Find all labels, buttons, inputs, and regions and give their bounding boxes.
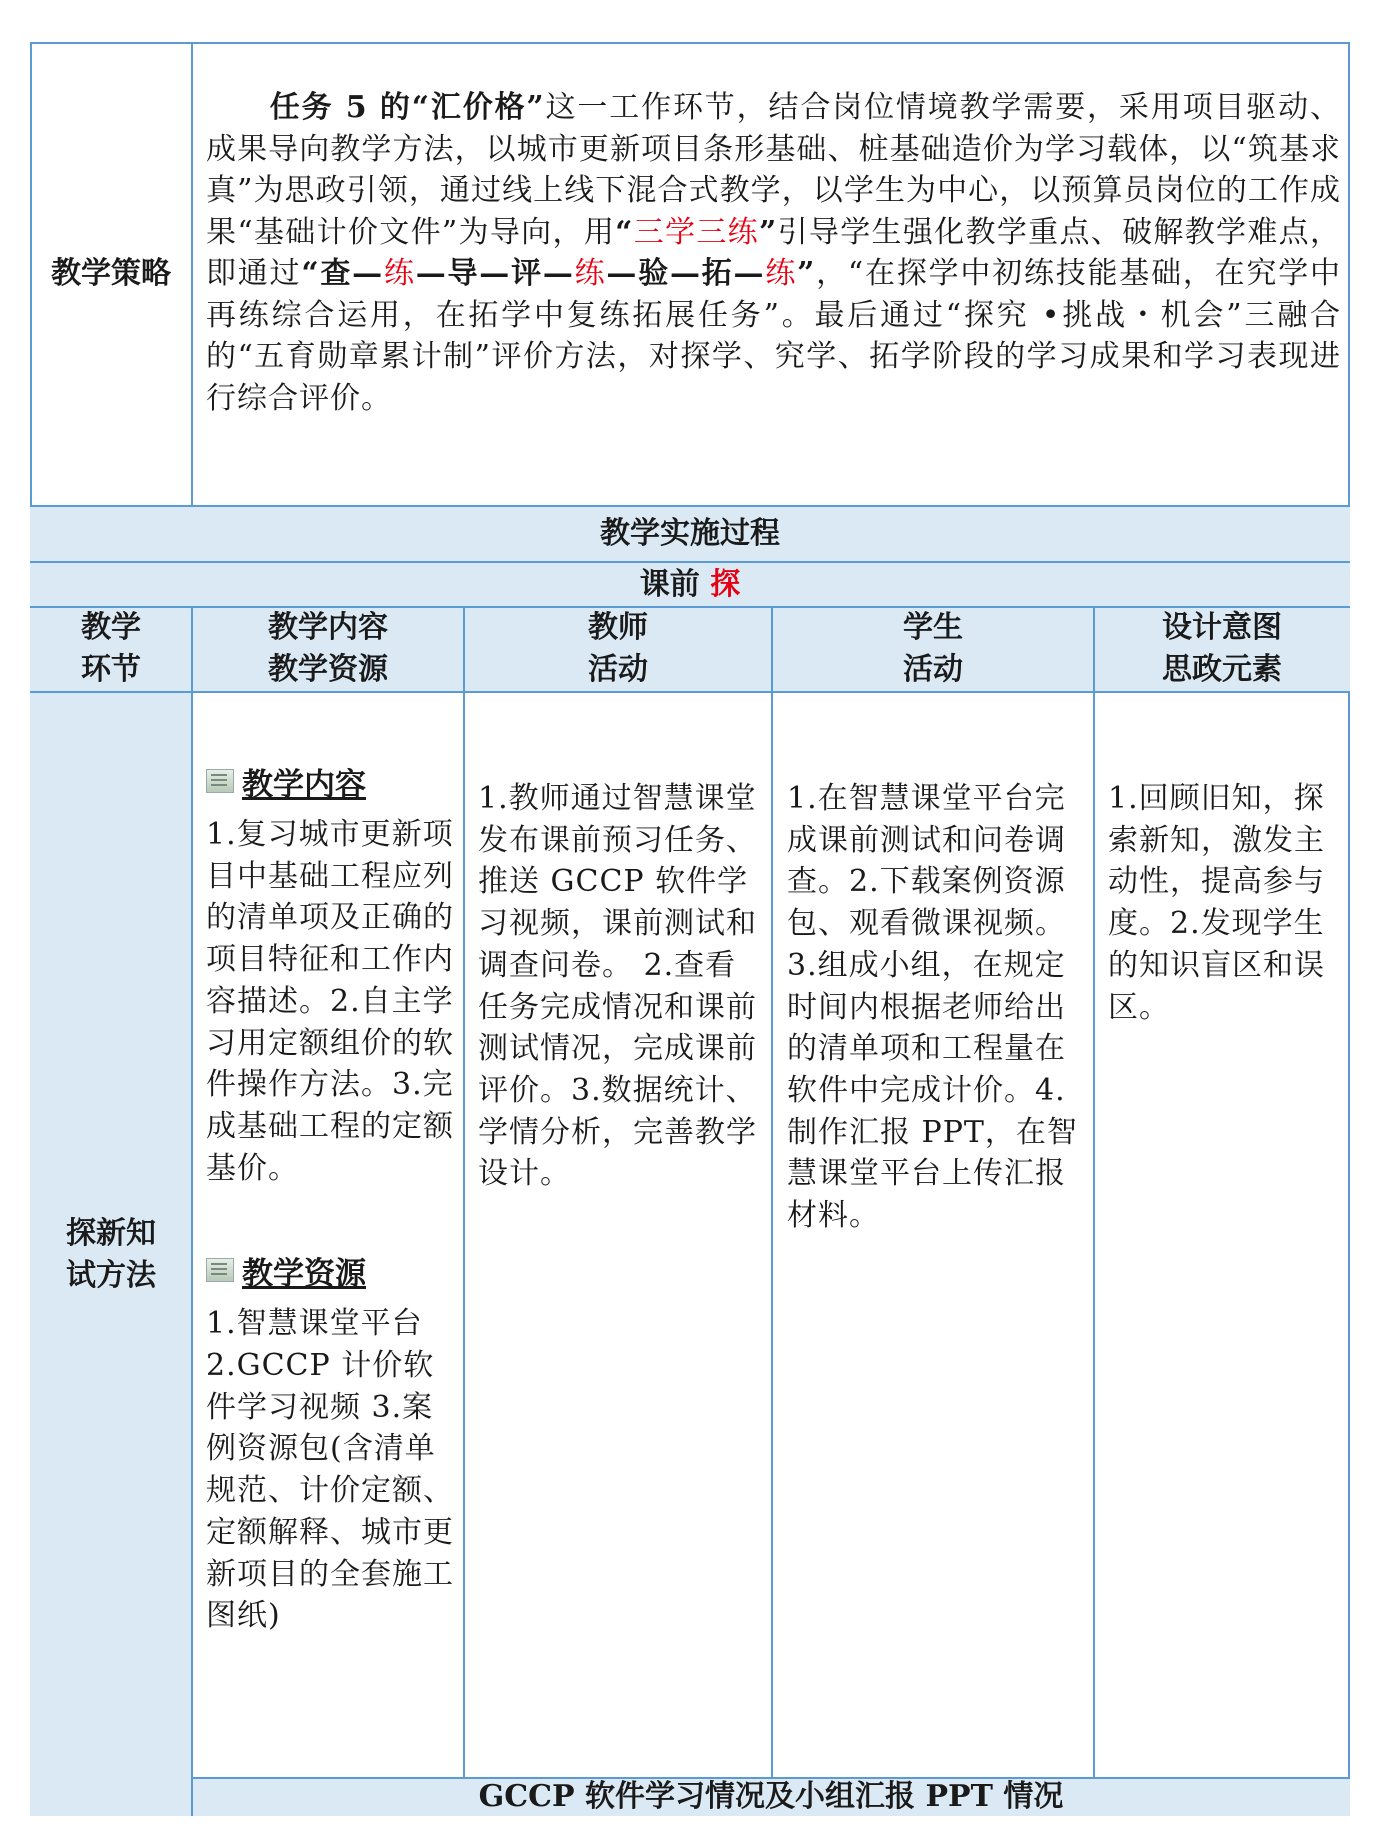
header-content bbox=[192, 607, 464, 691]
divider bbox=[30, 505, 1350, 507]
strategy-segment: ，“在探学中初练技能基础，在究学中再练综合运用，在拓学中复练拓展任务”。最后通过“探究 •挑战・机会”三融合的“五育勋章累计制”评价方法，对探学、究学、拓学阶段的学习成果和学习表现进行综合评价。 bbox=[206, 256, 1341, 416]
header-intent bbox=[1094, 607, 1350, 691]
strategy-segment: —导—评— bbox=[415, 256, 574, 291]
strategy-segment: ” bbox=[759, 214, 778, 250]
strategy-segment: 练 bbox=[764, 256, 798, 291]
strategy-segment: —验—拓— bbox=[606, 256, 765, 291]
strategy-segment: 练 bbox=[383, 256, 416, 291]
strategy-segment: ” bbox=[797, 256, 816, 291]
footer-band bbox=[192, 1778, 1350, 1816]
document-icon bbox=[206, 769, 234, 793]
header-student bbox=[772, 607, 1094, 691]
content-cell bbox=[206, 758, 456, 1637]
divider bbox=[30, 691, 1350, 693]
strategy-label: 教学策略 bbox=[51, 256, 171, 291]
header-stage-line1: 教学 bbox=[81, 610, 141, 645]
header-content-line1: 教学内容 bbox=[268, 610, 388, 645]
header-student-line2: 活动 bbox=[903, 652, 963, 687]
header-intent-line1: 设计意图 bbox=[1162, 610, 1282, 645]
strategy-segment: 引导学生强化教学重点、破解教学难点，即通过 bbox=[206, 214, 1341, 291]
footer-text: GCCP 软件学习情况及小组汇报 PPT 情况 bbox=[478, 1779, 1064, 1814]
strategy-text bbox=[206, 87, 1341, 419]
header-intent-line2: 思政元素 bbox=[1162, 652, 1282, 687]
resource-text: 1.智慧课堂平台 2.GCCP 计价软件学习视频 3.案例资源包(含清单规范、计价定额、定额解释、城市更新项目的全套施工图纸) bbox=[206, 1306, 454, 1634]
divider bbox=[1093, 606, 1095, 1778]
header-student-line1: 学生 bbox=[903, 610, 963, 645]
header-content-line2: 教学资源 bbox=[268, 652, 388, 687]
divider bbox=[191, 606, 193, 1816]
header-stage-line2: 环节 bbox=[81, 652, 141, 687]
content-text: 1.复习城市更新项目中基础工程应列的清单项及正确的项目特征和工作内容描述。2.自主学习用定额组价的软件操作方法。3.完成基础工程的定额基价。 bbox=[206, 817, 454, 1186]
stage-line1: 探新知 bbox=[66, 1215, 156, 1251]
teacher-activity: 1.教师通过智慧课堂发布课前预习任务、推送 GCCP 软件学习视频，课前测试和调查问卷。 2.查看任务完成情况和课前测试情况，完成课前评价。3.数据统计、学情分析，完善教学设计。 bbox=[478, 781, 757, 1192]
strategy-label-cell bbox=[30, 42, 192, 506]
strategy-segment: “查— bbox=[301, 256, 384, 291]
divider bbox=[771, 606, 773, 1778]
process-title: 教学实施过程 bbox=[600, 516, 780, 551]
divider bbox=[463, 606, 465, 1778]
divider bbox=[191, 42, 193, 507]
design-intent: 1.回顾旧知，探索新知，激发主动性，提高参与度。2.发现学生的知识盲区和误区。 bbox=[1108, 781, 1325, 1025]
strategy-segment bbox=[206, 90, 270, 125]
strategy-segment: 三学三练 bbox=[633, 214, 759, 250]
resource-section-title bbox=[206, 1247, 456, 1293]
stage-cell bbox=[30, 693, 192, 1816]
strategy-segment: 这一工作环节，结合岗位情境教学需要，采用项目驱动、成果导向教学方法，以城市更新项目条形基础、桩基础造价为学习载体，以“筑基求真”为思政引领，通过线上线下混合式教学，以学生为中心，以预算员岗位的工作成果“基础计价文件”为导向，用 bbox=[206, 90, 1342, 250]
strategy-segment: 任务 5 的“汇价格” bbox=[269, 90, 545, 125]
document-icon bbox=[206, 1258, 234, 1282]
phase-band bbox=[30, 562, 1350, 607]
header-stage bbox=[30, 607, 192, 691]
resource-title-text: 教学资源 bbox=[242, 1255, 366, 1292]
stage-line2: 试方法 bbox=[66, 1257, 156, 1293]
phase-prefix: 课前 bbox=[639, 566, 700, 602]
header-teacher bbox=[464, 607, 772, 691]
student-activity: 1.在智慧课堂平台完成课前测试和问卷调查。2.下载案例资源包、观看微课视频。3.组成小组，在规定时间内根据老师给出的清单项和工程量在软件中完成计价。4.制作汇报 PPT，在智慧课堂平台上传汇报材料。 bbox=[787, 781, 1078, 1234]
content-title-text: 教学内容 bbox=[242, 766, 366, 803]
strategy-segment: 练 bbox=[573, 256, 607, 291]
divider bbox=[30, 606, 1350, 608]
header-teacher-line2: 活动 bbox=[588, 652, 648, 687]
phase-title bbox=[640, 564, 740, 606]
divider bbox=[30, 561, 1350, 563]
content-section-title bbox=[206, 758, 456, 804]
divider bbox=[192, 1777, 1350, 1779]
header-teacher-line1: 教师 bbox=[588, 610, 648, 645]
phase-highlight: 探 bbox=[710, 566, 741, 602]
strategy-segment: “ bbox=[615, 214, 634, 250]
process-title-band bbox=[30, 506, 1350, 562]
